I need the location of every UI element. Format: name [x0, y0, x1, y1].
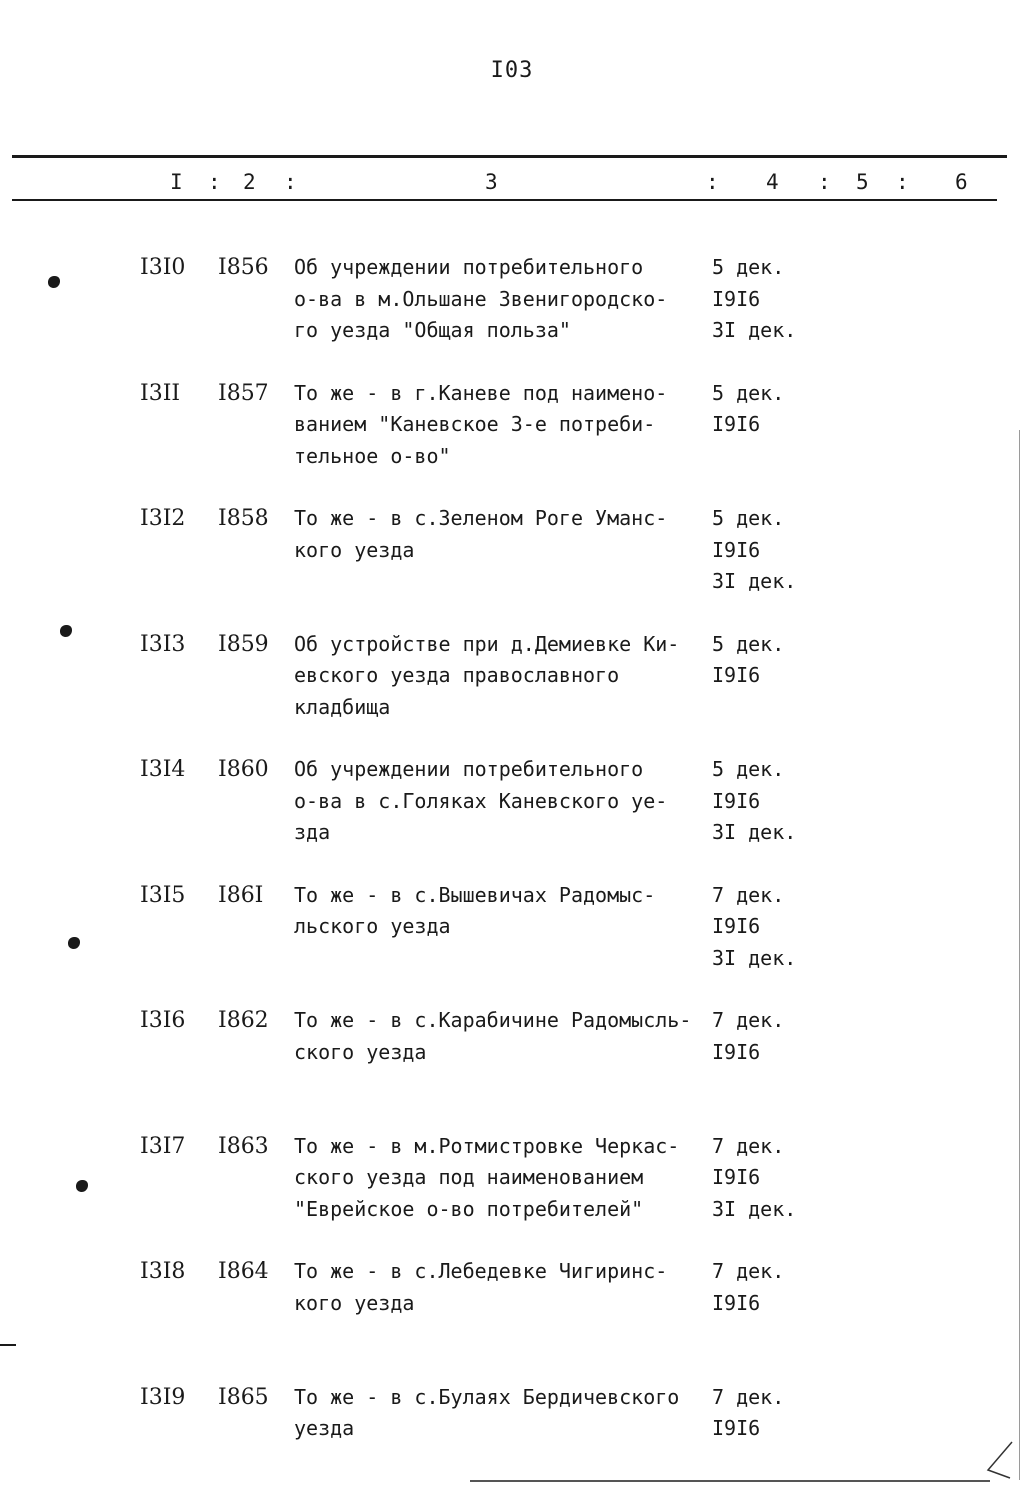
record-old-number: I860 [218, 754, 288, 786]
record-dates [712, 1256, 822, 1319]
column-header-2: 2 [243, 170, 256, 194]
record-title-line: тельное о-во" [294, 441, 704, 473]
record-number: I3I0 [140, 252, 210, 284]
record-title-line: Об учреждении потребительного [294, 754, 704, 786]
record-date-line: 3I дек. [712, 1194, 822, 1226]
record-number: I3I5 [140, 880, 210, 912]
record-dates [712, 378, 822, 441]
record-row [0, 1256, 1024, 1382]
record-old-number: I859 [218, 629, 288, 661]
record-dates [712, 1005, 822, 1068]
record-old-number: I856 [218, 252, 288, 284]
paper-edge [1019, 430, 1020, 1480]
record-number: I3II [140, 378, 210, 410]
record-dates [712, 1131, 822, 1226]
record-old-number: I862 [218, 1005, 288, 1037]
record-title-line: ского уезда [294, 1037, 704, 1069]
record-date-line: 3I дек. [712, 817, 822, 849]
column-header-6: 6 [955, 170, 968, 194]
record-date-line: 5 дек. [712, 754, 822, 786]
record-title-line: кого уезда [294, 1288, 704, 1320]
record-date-line: 7 дек. [712, 1382, 822, 1414]
record-date-line: I9I6 [712, 409, 822, 441]
record-row [0, 629, 1024, 755]
record-old-number: I865 [218, 1382, 288, 1414]
record-date-line: 3I дек. [712, 315, 822, 347]
column-header-5: 5 [856, 170, 869, 194]
record-title [294, 1005, 704, 1068]
record-number: I3I7 [140, 1131, 210, 1163]
record-row [0, 754, 1024, 880]
record-date-line: 7 дек. [712, 1131, 822, 1163]
record-title-line: уезда [294, 1413, 704, 1445]
record-number: I3I6 [140, 1005, 210, 1037]
record-title [294, 629, 704, 724]
record-title-line: То же - в с.Зеленом Роге Уманс- [294, 503, 704, 535]
record-title [294, 1256, 704, 1319]
record-title-line: о-ва в с.Голяках Каневского уе- [294, 786, 704, 818]
record-date-line: 7 дек. [712, 1256, 822, 1288]
record-dates [712, 754, 822, 849]
record-date-line: 5 дек. [712, 378, 822, 410]
record-title-line: ванием "Каневское 3-е потреби- [294, 409, 704, 441]
record-dates [712, 629, 822, 692]
record-date-line: 5 дек. [712, 629, 822, 661]
column-separator: : [208, 170, 221, 194]
record-old-number: I858 [218, 503, 288, 535]
record-date-line: 7 дек. [712, 1005, 822, 1037]
record-date-line: I9I6 [712, 535, 822, 567]
record-dates [712, 252, 822, 347]
record-old-number: I863 [218, 1131, 288, 1163]
record-date-line: I9I6 [712, 1037, 822, 1069]
records-list [0, 252, 1024, 1507]
record-old-number: I86I [218, 880, 288, 912]
record-dates [712, 880, 822, 975]
record-title-line: То же - в г.Каневе под наимено- [294, 378, 704, 410]
record-title-line: ского уезда под наименованием [294, 1162, 704, 1194]
record-title-line: То же - в с.Булаях Бердичевского [294, 1382, 704, 1414]
column-header-1: I [170, 170, 183, 194]
record-row [0, 1382, 1024, 1507]
column-header-row [0, 170, 1024, 198]
record-title [294, 1382, 704, 1445]
record-date-line: 3I дек. [712, 943, 822, 975]
record-title-line: То же - в м.Ротмистровке Черкас- [294, 1131, 704, 1163]
record-number: I3I8 [140, 1256, 210, 1288]
record-number: I3I9 [140, 1382, 210, 1414]
record-number: I3I2 [140, 503, 210, 535]
record-row [0, 378, 1024, 504]
edge-mark [0, 1344, 16, 1346]
record-date-line: I9I6 [712, 284, 822, 316]
record-title-line: го уезда "Общая польза" [294, 315, 704, 347]
record-title-line: кого уезда [294, 535, 704, 567]
column-separator: : [818, 170, 831, 194]
record-date-line: I9I6 [712, 1413, 822, 1445]
record-date-line: 3I дек. [712, 566, 822, 598]
record-dates [712, 1382, 822, 1445]
record-date-line: I9I6 [712, 911, 822, 943]
record-title [294, 252, 704, 347]
record-title-line: евского уезда православного [294, 660, 704, 692]
header-rule [12, 199, 997, 201]
record-number: I3I4 [140, 754, 210, 786]
record-title-line: зда [294, 817, 704, 849]
record-date-line: I9I6 [712, 660, 822, 692]
record-date-line: 5 дек. [712, 503, 822, 535]
column-separator: : [896, 170, 909, 194]
record-title-line: о-ва в м.Ольшане Звенигородско- [294, 284, 704, 316]
record-row [0, 880, 1024, 1006]
bottom-rule [470, 1480, 990, 1482]
record-date-line: I9I6 [712, 1288, 822, 1320]
column-header-3: 3 [485, 170, 498, 194]
record-dates [712, 503, 822, 598]
page-number: I03 [0, 58, 1024, 83]
top-rule [12, 155, 1007, 158]
record-date-line: 7 дек. [712, 880, 822, 912]
record-title [294, 503, 704, 566]
record-title [294, 754, 704, 849]
record-title-line: То же - в с.Вышевичах Радомыс- [294, 880, 704, 912]
record-row [0, 1005, 1024, 1131]
record-title-line: льского уезда [294, 911, 704, 943]
column-separator: : [284, 170, 297, 194]
record-title-line: "Еврейское о-во потребителей" [294, 1194, 704, 1226]
record-date-line: 5 дек. [712, 252, 822, 284]
record-title [294, 880, 704, 943]
record-old-number: I864 [218, 1256, 288, 1288]
record-old-number: I857 [218, 378, 288, 410]
record-title-line: Об учреждении потребительного [294, 252, 704, 284]
record-title-line: То же - в с.Карабичине Радомысль- [294, 1005, 704, 1037]
record-date-line: I9I6 [712, 786, 822, 818]
record-number: I3I3 [140, 629, 210, 661]
column-header-4: 4 [766, 170, 779, 194]
record-row [0, 252, 1024, 378]
record-title-line: То же - в с.Лебедевке Чигиринс- [294, 1256, 704, 1288]
record-title-line: кладбища [294, 692, 704, 724]
column-separator: : [706, 170, 719, 194]
record-date-line: I9I6 [712, 1162, 822, 1194]
record-row [0, 1131, 1024, 1257]
record-row [0, 503, 1024, 629]
corner-fold-mark [984, 1440, 1014, 1480]
record-title [294, 378, 704, 473]
record-title-line: Об устройстве при д.Демиевке Ки- [294, 629, 704, 661]
record-title [294, 1131, 704, 1226]
